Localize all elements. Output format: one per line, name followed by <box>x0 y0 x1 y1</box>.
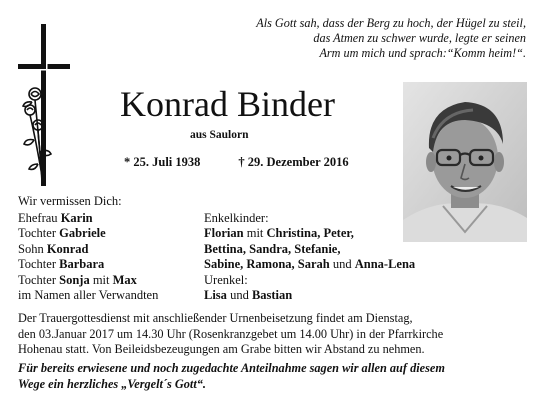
poem-line: Arm um mich und sprach:“Komm heim!“. <box>319 46 526 60</box>
list-item <box>18 211 158 226</box>
relative-name: Gabriele <box>59 226 106 241</box>
poem <box>186 16 526 61</box>
list-item <box>204 242 415 257</box>
list-item <box>18 288 158 303</box>
list-item <box>204 257 415 272</box>
thanks-line: Wege ein herzliches „Vergelt´s Gott“. <box>18 376 206 391</box>
death-date: † 29. Dezember 2016 <box>238 155 349 169</box>
service-line: Der Trauergottesdienst mit anschließender Urnenbeisetzung findet am Dienstag, <box>18 311 413 325</box>
cross-with-roses-icon <box>14 22 74 188</box>
connector: mit <box>89 272 113 287</box>
poem-line: Als Gott sah, dass der Berg zu hoch, der Hügel zu steil, <box>256 16 526 30</box>
relative-name: Florian <box>204 226 244 241</box>
list-item <box>204 226 415 241</box>
thanks-line: Für bereits erwiesene und noch zugedachte Anteilnahme sagen wir allen auf diesem <box>18 361 445 375</box>
great-grandchildren-label: Urenkel: <box>204 272 248 287</box>
relative-name: Anna-Lena <box>354 257 416 272</box>
relative-name: Bastian <box>251 287 293 302</box>
relative-name: Christina, Peter, <box>266 226 354 241</box>
relation-label: Tochter <box>18 272 60 287</box>
relation-label: Ehefrau <box>18 211 61 225</box>
relation-label: Tochter <box>18 257 60 272</box>
connector: und <box>329 257 355 272</box>
poem-line: das Atmen zu schwer wurde, legte er seinen <box>313 31 526 45</box>
service-line: den 03.Januar 2017 um 14.30 Uhr (Rosenkranzgebet um 14.00 Uhr) in der Pfarrkirche <box>18 326 444 341</box>
portrait-photo <box>403 82 527 242</box>
list-item <box>204 288 415 303</box>
list-item <box>18 273 158 288</box>
list-item <box>18 226 158 241</box>
service-line: Hohenau statt. Von Beileidsbezeugungen am Grabe bitten wir Abstand zu nehmen. <box>18 342 425 357</box>
relative-name: Lisa <box>204 287 227 302</box>
deceased-name: Konrad Binder <box>120 84 335 124</box>
relative-name: Sonja <box>59 272 90 287</box>
relation-label: Sohn <box>18 241 47 256</box>
relative-name: Barbara <box>59 257 105 272</box>
relative-name: Konrad <box>46 241 89 256</box>
relation-label: Tochter <box>18 226 60 241</box>
birth-date: * 25. Juli 1938 <box>124 155 201 169</box>
connector: und <box>226 287 252 302</box>
relative-name: Bettina, Sandra, Stefanie, <box>204 241 341 256</box>
mourners-intro: Wir vermissen Dich: <box>18 194 122 208</box>
list-item <box>18 257 158 272</box>
relative-name: Sabine, Ramona, Sarah <box>204 257 330 272</box>
relative-name: Max <box>112 272 137 287</box>
service-announcement <box>18 311 528 358</box>
list-item <box>18 242 158 257</box>
deceased-origin: aus Saulorn <box>190 129 249 141</box>
grandchildren-list <box>204 211 415 303</box>
relation-label: im Namen aller Verwandten <box>18 287 159 302</box>
connector: mit <box>243 226 267 241</box>
thanks-note <box>18 361 528 392</box>
grandchildren-label: Enkelkinder: <box>204 211 269 225</box>
family-list <box>18 211 158 303</box>
life-dates <box>124 155 349 170</box>
relative-name: Karin <box>60 211 93 225</box>
